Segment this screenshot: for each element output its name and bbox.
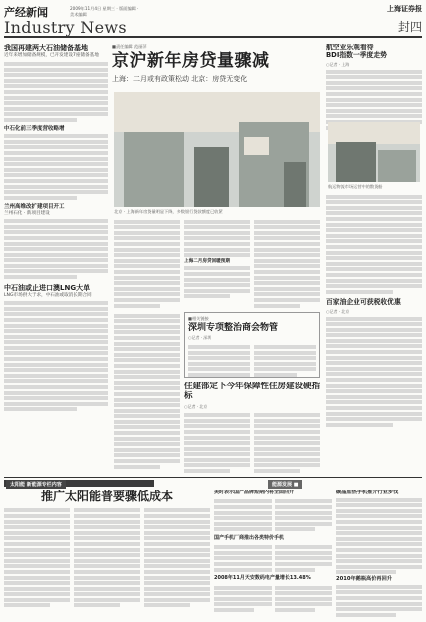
section-title-english: Industry News: [4, 18, 127, 37]
center-boxed-article: [184, 312, 320, 378]
left-article-1-body: [4, 62, 108, 122]
center-article-body-c: [254, 218, 320, 310]
bottom-middle-headline-1: 美时表示国产品牌短期内将全面回升: [214, 490, 295, 495]
left-article-3-subhead: 兰州石化 · 新项目建设: [4, 211, 50, 217]
center-bottom-headline: 住建部定下今年保障性住房建设硬指标: [184, 382, 320, 401]
boxed-body: [188, 343, 316, 378]
left-article-4-headline: 中石油或止进口澳LNG大单: [4, 284, 91, 293]
center-main-headline: 京沪新年房贷量骤减: [112, 51, 270, 71]
bottom-feature-tag: 太阳能 新能源专栏内容: [6, 480, 66, 489]
center-bottom-byline: ○记者 · 北京: [184, 403, 208, 409]
left-article-4-body: [4, 301, 108, 411]
center-article-2-headline: 上海二月房贷回暖预期: [184, 259, 230, 265]
center-article-body-a: [114, 218, 180, 310]
left-article-3-headline: 兰州高维改扩建项目开工: [4, 203, 65, 210]
left-article-3-body: [4, 219, 108, 279]
bottom-middle-headline-3: 2008年11月天安数码电产量增长13.48%: [214, 575, 311, 582]
bottom-feature-right-tag: 能源发展 ■: [268, 480, 302, 489]
left-article-2-body: [4, 134, 108, 200]
page-number: 封四: [397, 20, 422, 34]
right-photo-caption: 航运物流市场运营中的散货船: [328, 184, 383, 189]
center-lower-body: [114, 312, 180, 472]
center-kicker: ■责任编辑 范丽萍: [112, 44, 147, 49]
bottom-right-column: [336, 490, 422, 618]
bottom-feature-body: [4, 507, 210, 609]
paper-name: 上海证券报: [387, 4, 422, 13]
right-article-1-headline-line2: BDI指数一季度走势: [326, 50, 387, 59]
left-article-1-headline: 我国再建两大石油储备基地: [4, 44, 88, 52]
left-article-1-subhead: 近年来增加储备规模，已开发建设7座储备基地: [4, 53, 99, 59]
bottom-middle-headline-2: 国产手机厂商推出各类特价手机: [214, 534, 285, 541]
right-article-2-byline: ○记者 · 北京: [326, 308, 350, 314]
bottom-feature: [4, 490, 210, 618]
right-article-1-byline: ○记者 · 上海: [326, 61, 350, 67]
center-main-subhead: 上海：二月或有政策松动 北京：房贷无变化: [112, 74, 248, 83]
right-article-1-headline: 航空业乐观看待: [326, 44, 374, 51]
masthead: [4, 4, 422, 38]
boxed-headline: 深圳专项整治商会物管: [188, 323, 279, 333]
left-column: [4, 44, 108, 474]
center-bottom-article: [184, 382, 320, 474]
left-article-4-subhead: LNG市场供大于求，中石油或取消长期合同: [4, 293, 92, 299]
right-article-2-headline: 百家油企业可获税收优惠: [326, 297, 401, 306]
masthead-right: [387, 4, 422, 35]
left-article-2-headline: 中石化前三季度营收略增: [4, 125, 65, 132]
right-column-lower: [326, 193, 422, 473]
center-photo-caption: 北京 · 上海新年房贷量明显下降，多数银行贷款额度已收紧: [114, 209, 223, 214]
bottom-feature-headline: 推广太阳能普要骤低成本: [40, 490, 173, 503]
right-photo: [328, 122, 420, 182]
issue-meta: 2009年11月4日 星期三 · 版面编辑 · 美术编辑: [70, 6, 139, 17]
bottom-right-headline-1: 碳晶加热手机推介行业步伐: [336, 490, 399, 495]
section-title: 产经新闻: [4, 6, 48, 19]
boxed-kicker: ■相关链接: [188, 316, 209, 321]
section-divider: [4, 477, 422, 478]
center-article-body-b: [184, 218, 250, 310]
center-photo: [114, 92, 320, 207]
bottom-right-headline-2: 2010年鹅瓶高价再回升: [336, 576, 392, 583]
boxed-byline: ○记者 · 深圳: [188, 335, 212, 341]
bottom-middle-column: [214, 490, 332, 618]
